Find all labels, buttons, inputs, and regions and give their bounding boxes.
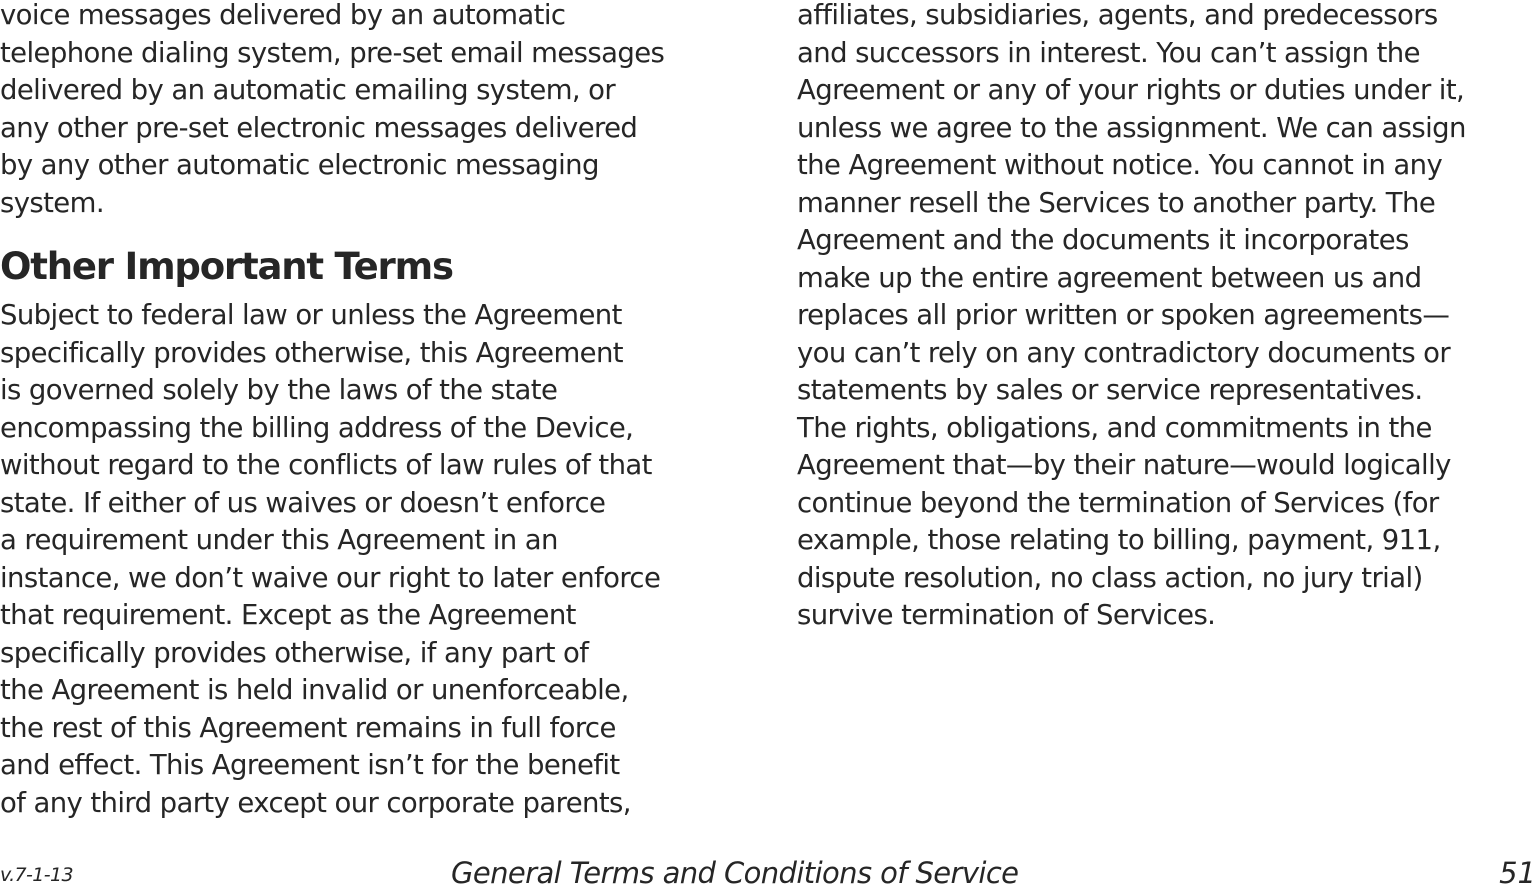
paragraph-line: state. If either of us waives or doesn’t enforce: [0, 486, 606, 519]
paragraph-line: statements by sales or service representatives.: [797, 374, 1423, 406]
paragraph-line: example, those relating to billing, payment, 911,: [797, 524, 1441, 556]
version-label: v.7-1-13: [0, 864, 73, 886]
paragraph-line: make up the entire agreement between us and: [797, 261, 1422, 294]
paragraph-line: and effect. This Agreement isn’t for the benefit: [0, 749, 620, 781]
paragraph-line: by any other automatic electronic messaging: [0, 149, 599, 181]
paragraph-line: Agreement or any of your rights or duties under it,: [797, 74, 1465, 106]
paragraph-line: survive termination of Services.: [797, 599, 1216, 631]
paragraph-line: unless we agree to the assignment. We can assign: [797, 111, 1466, 144]
paragraph-line: dispute resolution, no class action, no jury trial): [797, 561, 1423, 594]
page-footer: [0, 857, 1536, 889]
page-number: 51: [1499, 856, 1536, 890]
paragraph-line: specifically provides otherwise, if any part of: [0, 636, 589, 669]
paragraph-line: manner resell the Services to another party. The: [797, 186, 1436, 219]
paragraph-line: replaces all prior written or spoken agreements—: [797, 299, 1450, 331]
paragraph-line: the Agreement without notice. You cannot in any: [797, 149, 1443, 181]
paragraph-line: instance, we don’t waive our right to later enforce: [0, 561, 661, 594]
paragraph-line: any other pre-set electronic messages delivered: [0, 111, 638, 144]
paragraph-line: The rights, obligations, and commitments in the: [797, 411, 1432, 444]
paragraph-line: the rest of this Agreement remains in full force: [0, 711, 616, 744]
paragraph-line: a requirement under this Agreement in an: [0, 524, 558, 556]
paragraph-line: of any third party except our corporate parents,: [0, 786, 631, 819]
section-heading: Other Important Terms: [0, 245, 453, 288]
paragraph-line: delivered by an automatic emailing system, or: [0, 74, 616, 106]
paragraph-line: without regard to the conflicts of law rules of that: [0, 449, 652, 481]
paragraph-line: Agreement that—by their nature—would logically: [797, 449, 1451, 481]
paragraph-line: the Agreement is held invalid or unenforceable,: [0, 674, 629, 706]
paragraph-line: and successors in interest. You can’t assign the: [797, 36, 1420, 69]
paragraph-line: encompassing the billing address of the Device,: [0, 411, 634, 444]
paragraph-line: continue beyond the termination of Services (for: [797, 486, 1439, 519]
paragraph-line: voice messages delivered by an automatic: [0, 0, 566, 31]
paragraph-line: that requirement. Except as the Agreement: [0, 599, 576, 631]
left-column: [0, 0, 760, 822]
paragraph-line: affiliates, subsidiaries, agents, and predecessors: [797, 0, 1438, 31]
paragraph-line: Subject to federal law or unless the Agreement: [0, 299, 622, 331]
paragraph-line: telephone dialing system, pre-set email messages: [0, 36, 665, 69]
footer-title: General Terms and Conditions of Service: [451, 856, 1019, 890]
paragraph-line: Agreement and the documents it incorporates: [797, 224, 1409, 256]
paragraph-line: is governed solely by the laws of the state: [0, 374, 558, 406]
paragraph-line: specifically provides otherwise, this Agreement: [0, 336, 623, 369]
paragraph-line: you can’t rely on any contradictory documents or: [797, 336, 1451, 369]
paragraph-line: system.: [0, 186, 104, 219]
right-column: [797, 0, 1536, 635]
